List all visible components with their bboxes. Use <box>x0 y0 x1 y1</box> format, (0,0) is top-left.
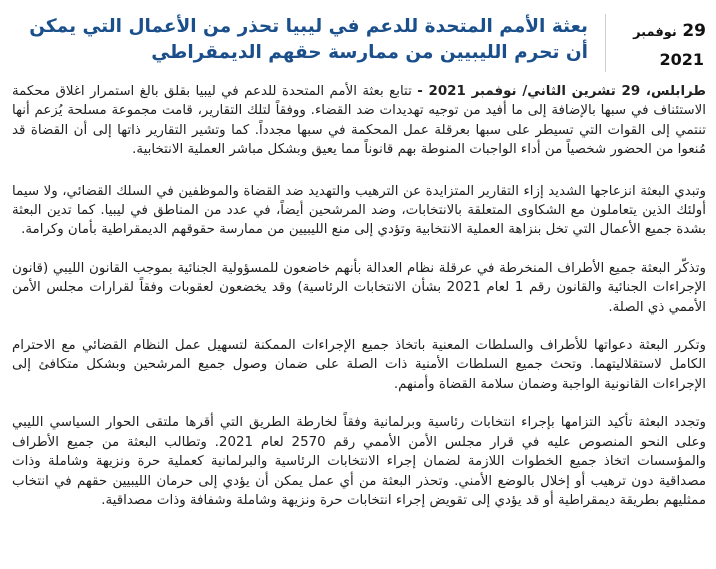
dateline: طرابلس، 29 تشرين الثاني/ نوفمبر 2021 - <box>417 84 706 99</box>
article-header <box>0 8 716 70</box>
article-title[interactable]: بعثة الأمم المتحدة للدعم في ليبيا تحذر من الأعمال التي يمكن أن تحرم الليبيين من ممارسة حقهم الديمقراطي <box>29 16 588 63</box>
date-month: نوفمبر <box>633 25 677 40</box>
paragraph-1 <box>12 82 706 160</box>
date-year: 2021 <box>659 50 704 69</box>
date-day: 29 <box>682 21 706 41</box>
paragraph-3: وتذكّر البعثة جميع الأطراف المنخرطة في عرقلة نظام العدالة بأنهم خاضعون للمسؤولية الجنائية بموجب القانون الليبي (قانون الإجراءات الجنائية والقانون رقم 1 لعام 2021 بشأن الانتخابات الرئاسية) وقد يخضعون لعقوبات وفقاً لقرارات مجلس الأمن الأممي ذي الصلة. <box>12 260 706 315</box>
date-day-month <box>606 20 706 44</box>
paragraph-5: وتجدد البعثة تأكيد التزامها بإجراء انتخابات رئاسية وبرلمانية وفقاً لخارطة الطريق التي أقرها ملتقى الحوار السياسي الليبي وعلى النحو المنصوص عليه في قرار مجلس الأمن الأممي رقم 2570 لعام 2021. وتطالب البعثة من جميع الأطراف والمؤسسات اتخاذ جميع الخطوات اللازمة لضمان إجراء الانتخابات الرئاسية والبرلمانية كعملية حرة ونزيهة وشاملة وذات مصداقية دون ترهيب أو إخلال بالوضع الأمني. وتحذر البعثة من أي عمل يمكن أن يؤدي إلى حرمان الليبيين حقهم في انتخاب ممثليهم بطريقة ديمقراطية أو قد يؤدي إلى تقويض إجراء انتخابات حرة ونزيهة وشاملة وشفافة وذات مصداقية. <box>12 415 706 508</box>
date-block <box>605 14 706 72</box>
paragraph-4: وتكرر البعثة دعواتها للأطراف والسلطات المعنية باتخاذ جميع الإجراءات الممكنة لتسهيل عمل النظام القضائي مع الاحترام الكامل لاستقلاليتهما. وتحث جميع السلطات الأمنية ذات الصلة على ضمان وصول جميع المرشحين وبشكل متكافئ إلى الإجراءات القانونية الواجبة وضمان سلامة القضاة وأمنهم. <box>12 338 706 392</box>
paragraph-2: وتبدي البعثة انزعاجها الشديد إزاء التقارير المتزايدة عن الترهيب والتهديد ضد القضاة والموظفين في السلك القضائي، ولا سيما أولئك الذين يتعاملون مع الشكاوى المتعلقة بالانتخابات، وضد المرشحين أيضاً، في عدد من المناطق في ليبيا. كما تدين البعثة بشدة جميع الأعمال التي تخل بنزاهة العملية الانتخابية وتؤدي إلى منع الليبيين من ممارسة حقوقهم الديمقراطية بأمان وكرامة. <box>12 183 706 238</box>
paragraph-1-text: تتابع بعثة الأمم المتحدة للدعم في ليبيا بقلق بالغ استمرار اغلاق محكمة الاستئناف في سبها بالإضافة إلى ما أفيد من توجيه تهديدات ضد القضاء. ووفقاً لتلك التقارير، قامت مجموعة مسلحة يُزعم أنها تنتمي إلى القوات التي تسيطر على سبها بعرقلة عمل المحكمة في سبها مجدداً. كما وتشير التقارير ذاتها إلى أن القضاة قد مُنعوا من الحضور شخصياً من أداء الواجبات المنوطة بهم قانوناً مما يعيق وبشكل مباشر العملية الانتخابية. <box>12 84 706 158</box>
article-body <box>12 82 706 529</box>
